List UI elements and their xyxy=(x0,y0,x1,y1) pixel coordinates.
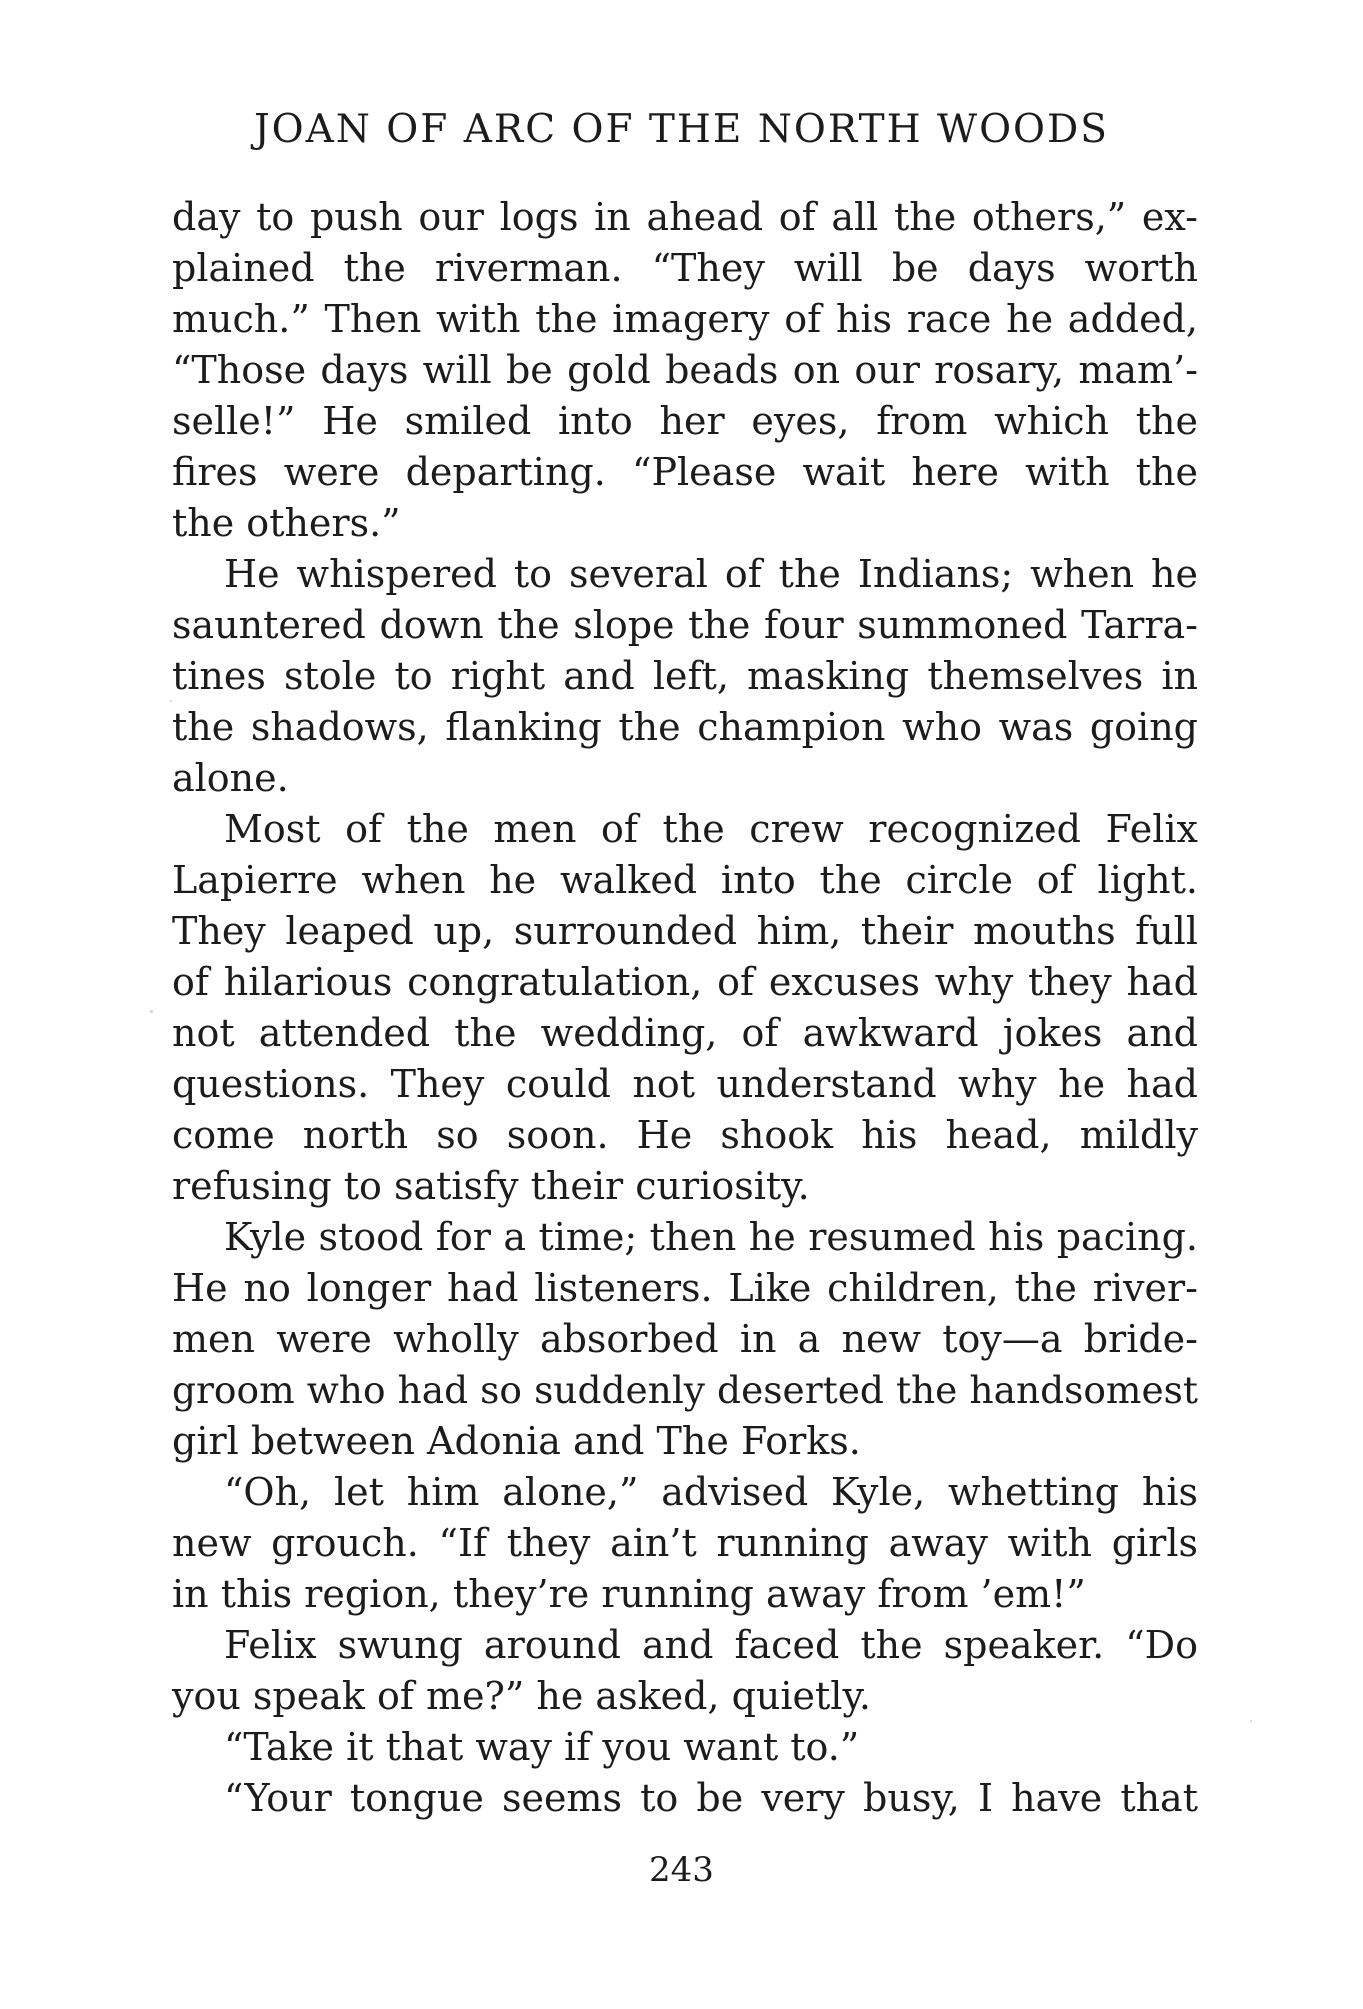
text-line: He whispered to several of the Indians; when he xyxy=(224,552,1198,596)
paper-speck xyxy=(170,700,172,702)
text-line: much.” Then with the imagery of his race he added, xyxy=(172,297,1198,341)
text-line: plained the riverman. “They will be days worth xyxy=(172,246,1198,290)
text-line: come north so soon. He shook his head, mildly xyxy=(172,1113,1198,1157)
body-text xyxy=(172,192,1198,1824)
text-line: the others.” xyxy=(172,501,401,545)
text-line: men were wholly absorbed in a new toy—a bride- xyxy=(172,1317,1198,1361)
text-line: tines stole to right and left, masking themselves in xyxy=(172,654,1198,698)
text-line: “Those days will be gold beads on our rosary, mam’- xyxy=(172,348,1198,392)
text-line: Kyle stood for a time; then he resumed his pacing. xyxy=(224,1215,1198,1259)
text-line: He no longer had listeners. Like children, the river- xyxy=(172,1266,1198,1310)
paper-speck xyxy=(1250,1720,1252,1722)
text-line: Felix swung around and faced the speaker. “Do xyxy=(224,1623,1198,1667)
text-line: not attended the wedding, of awkward jokes and xyxy=(172,1011,1198,1055)
text-line: the shadows, flanking the champion who was going xyxy=(172,705,1198,749)
page-number: 243 xyxy=(649,1850,714,1890)
text-line: “Oh, let him alone,” advised Kyle, whetting his xyxy=(224,1470,1198,1514)
text-line: new grouch. “If they ain’t running away with girls xyxy=(172,1521,1198,1565)
text-line: day to push our logs in ahead of all the others,” ex- xyxy=(172,195,1198,239)
text-line: refusing to satisfy their curiosity. xyxy=(172,1164,810,1208)
text-line: girl between Adonia and The Forks. xyxy=(172,1419,861,1463)
text-line: Most of the men of the crew recognized Felix xyxy=(224,807,1198,851)
paper-speck xyxy=(150,1010,153,1013)
text-line: “Your tongue seems to be very busy, I have that xyxy=(224,1776,1198,1820)
text-line: questions. They could not understand why he had xyxy=(172,1062,1198,1106)
text-line: of hilarious congratulation, of excuses why they had xyxy=(172,960,1198,1004)
running-head: JOAN OF ARC OF THE NORTH WOODS xyxy=(253,107,1110,152)
text-line: selle!” He smiled into her eyes, from which the xyxy=(172,399,1198,443)
text-line: groom who had so suddenly deserted the handsomest xyxy=(172,1368,1198,1412)
text-line: sauntered down the slope the four summoned Tarra- xyxy=(172,603,1198,647)
text-line: Lapierre when he walked into the circle of light. xyxy=(172,858,1198,902)
text-line: you speak of me?” he asked, quietly. xyxy=(172,1674,871,1718)
text-line: in this region, they’re running away from ’em!” xyxy=(172,1572,1086,1616)
text-line: alone. xyxy=(172,756,289,800)
text-line: “Take it that way if you want to.” xyxy=(224,1725,860,1769)
text-line: fires were departing. “Please wait here with the xyxy=(172,450,1198,494)
text-line: They leaped up, surrounded him, their mouths full xyxy=(172,909,1198,953)
